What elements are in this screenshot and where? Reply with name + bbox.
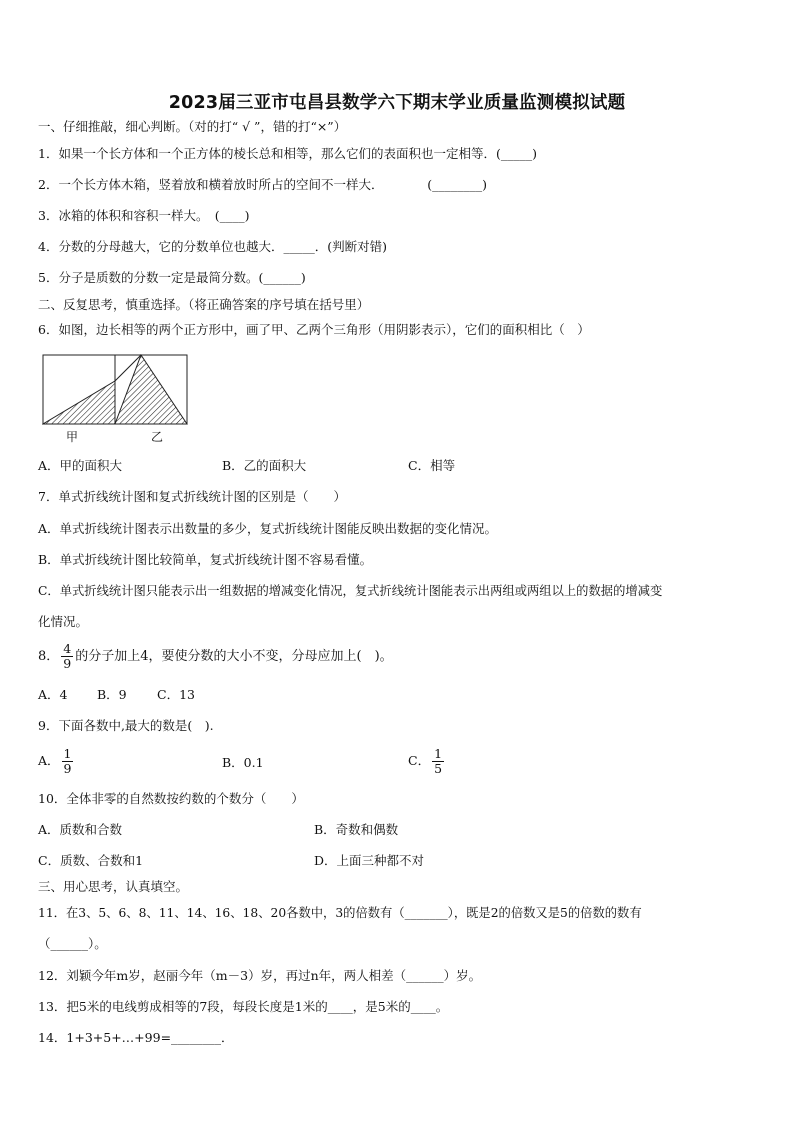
q9-c-numerator: 1 [434,746,443,761]
q8-option-a: A．4 [38,687,68,702]
section-1-heading: 一、仔细推敲，细心判断。（对的打“ √ ”，错的打“×”） [38,119,347,134]
figure-label-yi: 乙 [151,430,164,444]
question-14: 14．1+3+5+…+99=________． [38,1030,234,1045]
q9-a-numerator: 1 [63,746,72,761]
q10-option-d: D．上面三种都不对 [314,853,425,868]
q7-option-b: B．单式折线统计图比较简单，复式折线统计图不容易看懂。 [38,552,373,567]
q9-option-a-label: A． [38,753,60,768]
triangle-figure [42,354,188,426]
question-11-line1: 11．在3、5、6、8、11、14、16、18、20各数中，3的倍数有（_______），既是2的倍数又是5的倍数的数有 [38,906,642,920]
q7-option-a: A．单式折线统计图表示出数量的多少，复式折线统计图能反映出数据的变化情况。 [38,521,498,536]
question-2: 2．一个长方体木箱，竖着放和横着放时所占的空间不一样大． (________) [38,177,487,192]
q8-fraction-denominator: 9 [63,656,72,671]
question-6-stem: 6．如图，边长相等的两个正方形中，画了甲、乙两个三角形（用阴影表示），它们的面积相比（ ） [38,322,590,337]
q8-text: 的分子加上4，要使分数的大小不变，分母应加上( )。 [75,649,393,664]
question-13: 13．把5米的电线剪成相等的7段，每段长度是1米的____，是5米的____。 [38,999,449,1014]
question-5: 5．分子是质数的分数一定是最简分数。(______) [38,270,306,285]
q9-option-c-fraction [432,747,444,776]
q7-option-c-line2: 化情况。 [38,614,89,629]
q10-option-c: C．质数、合数和1 [38,853,144,868]
q6-option-a: A．甲的面积大 [38,458,123,473]
q10-option-a: A．质数和合数 [38,822,123,837]
triangle-yi [115,355,187,424]
q9-option-b: B．0.1 [222,755,264,770]
q6-option-c: C．相等 [408,458,456,473]
q8-option-c: C．13 [157,687,195,702]
q8-fraction-numerator: 4 [63,641,72,656]
section-3-heading: 三、用心思考，认真填空。 [38,879,189,894]
q10-option-b: B．奇数和偶数 [314,822,399,837]
q9-option-c-label: C． [408,753,431,768]
question-1: 1．如果一个长方体和一个正方体的棱长总和相等，那么它们的表面积也一定相等．(_____) [38,146,537,161]
q6-option-b: B．乙的面积大 [222,458,307,473]
question-4: 4．分数的分母越大，它的分数单位也越大．_____．(判断对错) [38,239,387,254]
q8-option-b: B．9 [97,687,127,702]
section-2-heading: 二、反复思考，慎重选择。（将正确答案的序号填在括号里） [38,297,370,312]
question-11-line2: （______）。 [38,936,107,951]
q9-option-a-fraction [62,747,74,776]
question-10-stem: 10．全体非零的自然数按约数的个数分（ ） [38,791,304,806]
q9-a-denominator: 9 [63,761,72,776]
page-title: 2023届三亚市屯昌县数学六下期末学业质量监测模拟试题 [168,93,626,113]
question-8 [38,642,393,672]
question-3: 3．冰箱的体积和容积一样大。 (____) [38,208,250,223]
figure-label-jia: 甲 [66,430,79,444]
triangle-jia [43,381,115,424]
q9-option-c [408,745,446,777]
q8-number: 8． [38,649,60,664]
q9-c-denominator: 5 [434,761,443,776]
question-12: 12．刘颖今年m岁，赵丽今年（m－3）岁，再过n年，两人相差（______）岁。 [38,968,482,983]
q8-fraction [61,642,73,671]
question-7-stem: 7．单式折线统计图和复式折线统计图的区别是（ ） [38,489,346,504]
question-9-stem: 9．下面各数中,最大的数是( ). [38,718,214,733]
q9-option-a [38,745,75,777]
q7-option-c-line1: C．单式折线统计图只能表示出一组数据的增减变化情况，复式折线统计图能表示出两组或两组以上的数据的增减变 [38,584,663,598]
